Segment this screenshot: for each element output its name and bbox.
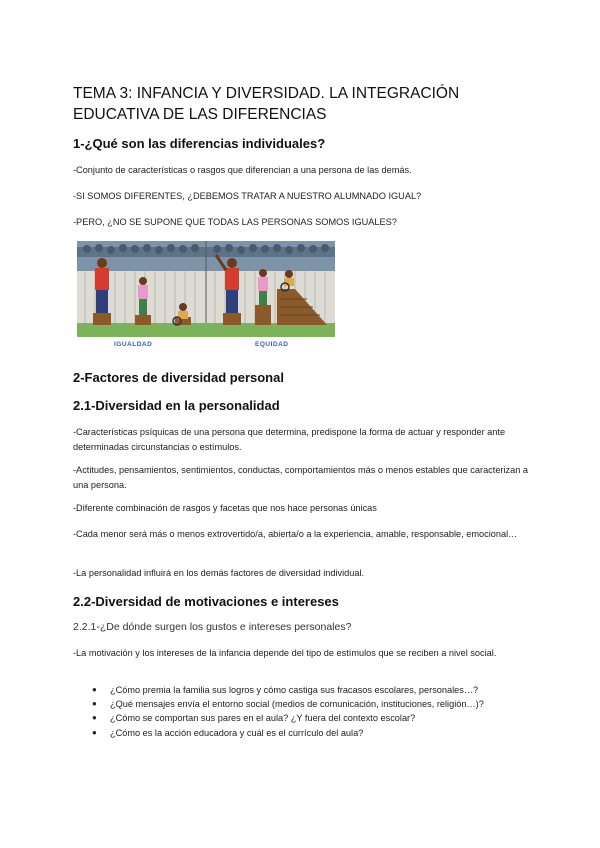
bullet-dot-icon: ● bbox=[92, 685, 97, 694]
section-2-1-paragraph-1: -Características psíquicas de una persona que determina, predispone la forma de actuar y responder ante determinadas circunstancias o estímulos. bbox=[73, 427, 506, 452]
list-item bbox=[92, 697, 532, 711]
list-item-text: ¿Qué mensajes envía el entorno social (medios de comunicación, instituciones, religión…)? bbox=[110, 699, 484, 710]
caption-equidad: EQUIDAD bbox=[255, 341, 289, 348]
section-2-heading: 2-Factores de diversidad personal bbox=[73, 370, 284, 385]
caption-igualdad: IGUALDAD bbox=[114, 341, 153, 348]
list-item-text: ¿Cómo premia la familia sus logros y cómo castiga sus fracasos escolares, personales…? bbox=[110, 685, 479, 695]
section-2-1-paragraph-2: -Actitudes, pensamientos, sentimientos, conductas, comportamientos más o menos estables que caracterizan a una persona. bbox=[73, 465, 529, 490]
page-title: TEMA 3: INFANCIA Y DIVERSIDAD. LA INTEGRACIÓN EDUCATIVA DE LAS DIFERENCIAS bbox=[73, 85, 460, 123]
list-item-text: ¿Cómo se comportan sus pares en el aula? ¿Y fuera del contexto escolar? bbox=[110, 713, 416, 724]
section-2-2-paragraph: -La motivación y los intereses de la infancia depende del tipo de estímulos que se reciben a nivel social. bbox=[73, 648, 497, 658]
bullet-dot-icon: ● bbox=[92, 699, 97, 709]
illustration-image bbox=[77, 241, 335, 337]
section-1-paragraph-1: -Conjunto de características o rasgos que diferencian a una persona de las demás. bbox=[73, 165, 412, 175]
list-item-text: ¿Cómo es la acción educadora y cuál es el currículo del aula? bbox=[110, 727, 364, 738]
section-1-paragraph-2: -SI SOMOS DIFERENTES, ¿DEBEMOS TRATAR A NUESTRO ALUMNADO IGUAL? bbox=[73, 191, 422, 201]
list-item bbox=[92, 726, 532, 740]
equality-equity-illustration bbox=[77, 241, 335, 353]
section-2-2-1-subheading: 2.2.1-¿De dónde surgen los gustos e intereses personales? bbox=[73, 621, 352, 633]
section-1-heading: 1-¿Qué son las diferencias individuales? bbox=[73, 136, 326, 151]
bullet-dot-icon: ● bbox=[92, 713, 97, 723]
list-item bbox=[92, 711, 532, 725]
section-2-1-paragraph-3: -Diferente combinación de rasgos y facetas que nos hace personas únicas bbox=[73, 503, 377, 513]
section-2-1-paragraph-5: -La personalidad influirá en los demás factores de diversidad individual. bbox=[73, 568, 365, 578]
section-2-2-heading: 2.2-Diversidad de motivaciones e intereses bbox=[73, 594, 339, 609]
bullet-dot-icon: ● bbox=[92, 727, 97, 737]
list-item bbox=[92, 683, 532, 697]
section-2-1-heading: 2.1-Diversidad en la personalidad bbox=[73, 398, 280, 413]
bullet-list bbox=[92, 683, 532, 740]
section-1-paragraph-3: -PERO, ¿NO SE SUPONE QUE TODAS LAS PERSONAS SOMOS IGUALES? bbox=[73, 217, 397, 227]
section-2-1-paragraph-4: -Cada menor será más o menos extrovertido/a, abierta/o a la experiencia, amable, responsable, emocional… bbox=[73, 529, 518, 539]
